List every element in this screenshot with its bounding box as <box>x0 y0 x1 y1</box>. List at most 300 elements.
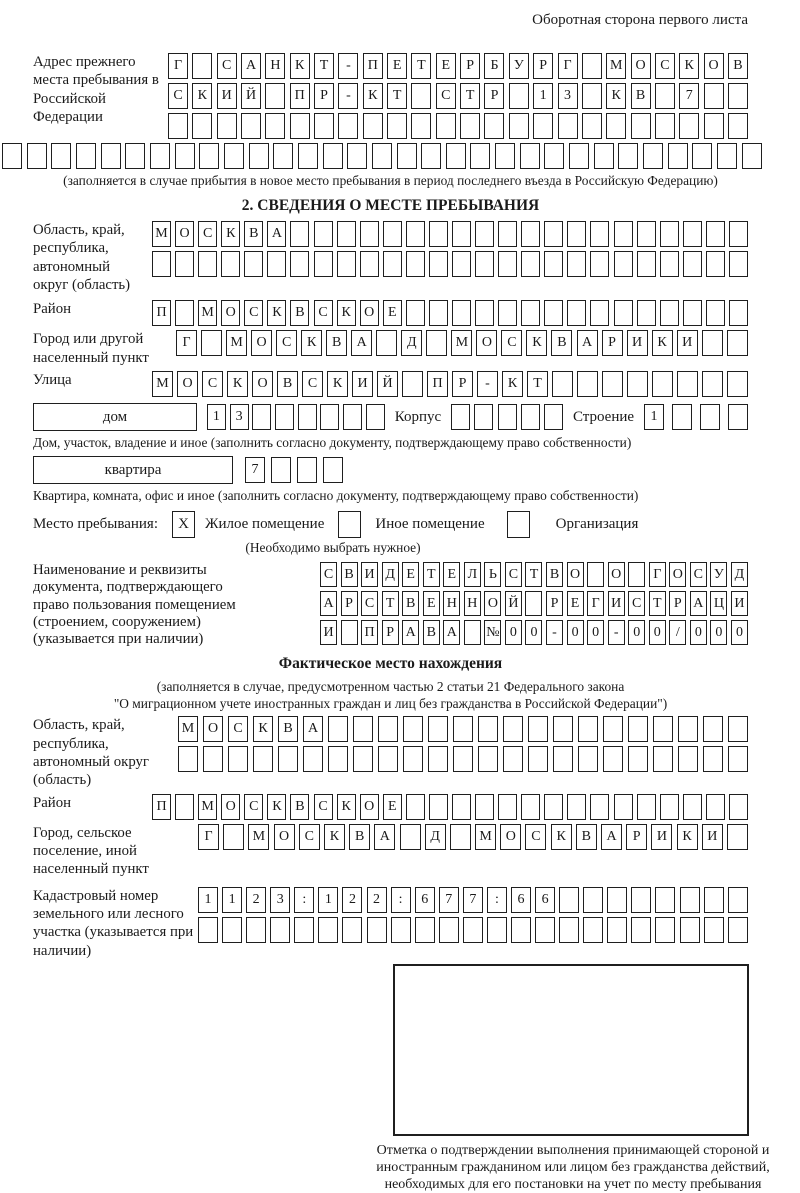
residential-checkbox[interactable]: X <box>172 511 195 538</box>
char-box[interactable] <box>198 251 217 277</box>
char-box[interactable] <box>337 251 356 277</box>
char-box[interactable] <box>415 917 435 943</box>
char-box[interactable] <box>498 251 517 277</box>
char-box[interactable] <box>706 300 725 326</box>
char-box[interactable]: С <box>361 591 378 616</box>
char-box[interactable]: Е <box>387 53 407 79</box>
char-box[interactable] <box>520 143 540 169</box>
char-box[interactable]: К <box>606 83 626 109</box>
char-box[interactable] <box>498 404 517 430</box>
char-box[interactable] <box>372 143 392 169</box>
char-box[interactable]: Р <box>460 53 480 79</box>
char-box[interactable] <box>298 404 317 430</box>
char-box[interactable]: С <box>244 300 263 326</box>
char-box[interactable] <box>353 746 373 772</box>
char-box[interactable]: К <box>267 300 286 326</box>
char-box[interactable] <box>544 251 563 277</box>
char-box[interactable] <box>628 716 648 742</box>
char-box[interactable] <box>614 300 633 326</box>
char-box[interactable]: С <box>314 794 333 820</box>
char-box[interactable] <box>252 404 271 430</box>
char-box[interactable] <box>544 143 564 169</box>
char-box[interactable]: М <box>451 330 472 356</box>
char-box[interactable]: 6 <box>415 887 435 913</box>
char-box[interactable] <box>717 143 737 169</box>
char-box[interactable] <box>347 143 367 169</box>
char-box[interactable]: № <box>484 620 501 645</box>
char-box[interactable] <box>378 746 398 772</box>
char-box[interactable]: Е <box>567 591 584 616</box>
char-box[interactable] <box>727 371 748 397</box>
char-box[interactable] <box>614 794 633 820</box>
char-box[interactable] <box>728 887 748 913</box>
char-box[interactable] <box>603 746 623 772</box>
char-box[interactable] <box>509 113 529 139</box>
char-box[interactable]: Р <box>546 591 563 616</box>
char-box[interactable] <box>406 221 425 247</box>
char-box[interactable]: С <box>320 562 337 587</box>
char-box[interactable] <box>303 746 323 772</box>
char-box[interactable]: А <box>351 330 372 356</box>
char-box[interactable]: С <box>628 591 645 616</box>
char-box[interactable]: - <box>338 83 358 109</box>
char-box[interactable] <box>729 794 748 820</box>
char-box[interactable] <box>706 221 725 247</box>
char-box[interactable]: П <box>361 620 378 645</box>
char-box[interactable] <box>192 113 212 139</box>
char-box[interactable]: И <box>352 371 373 397</box>
char-box[interactable] <box>678 746 698 772</box>
char-box[interactable] <box>521 794 540 820</box>
char-box[interactable]: 1 <box>207 404 226 430</box>
char-box[interactable]: - <box>338 53 358 79</box>
char-box[interactable]: О <box>360 300 379 326</box>
char-box[interactable] <box>583 917 603 943</box>
char-box[interactable] <box>614 221 633 247</box>
char-box[interactable]: 1 <box>318 887 338 913</box>
char-box[interactable] <box>323 457 343 483</box>
char-box[interactable] <box>680 887 700 913</box>
char-box[interactable]: С <box>198 221 217 247</box>
char-box[interactable]: Т <box>314 53 334 79</box>
char-box[interactable]: Г <box>587 591 604 616</box>
char-box[interactable] <box>290 113 310 139</box>
char-box[interactable] <box>387 113 407 139</box>
char-box[interactable] <box>383 251 402 277</box>
char-box[interactable] <box>452 794 471 820</box>
char-box[interactable] <box>203 746 223 772</box>
char-box[interactable]: О <box>669 562 686 587</box>
char-box[interactable] <box>606 113 626 139</box>
char-box[interactable] <box>553 716 573 742</box>
char-box[interactable]: К <box>551 824 572 850</box>
char-box[interactable]: 0 <box>710 620 727 645</box>
char-box[interactable] <box>217 113 237 139</box>
char-box[interactable] <box>383 221 402 247</box>
char-box[interactable]: О <box>251 330 272 356</box>
char-box[interactable] <box>439 917 459 943</box>
char-box[interactable]: К <box>327 371 348 397</box>
char-box[interactable] <box>704 887 724 913</box>
char-box[interactable]: О <box>476 330 497 356</box>
char-box[interactable] <box>660 251 679 277</box>
char-box[interactable]: 7 <box>439 887 459 913</box>
char-box[interactable] <box>559 887 579 913</box>
char-box[interactable]: 6 <box>511 887 531 913</box>
char-box[interactable]: О <box>177 371 198 397</box>
char-box[interactable] <box>535 917 555 943</box>
char-box[interactable] <box>343 404 362 430</box>
char-box[interactable]: Р <box>341 591 358 616</box>
char-box[interactable] <box>558 113 578 139</box>
char-box[interactable] <box>175 143 195 169</box>
char-box[interactable]: Д <box>382 562 399 587</box>
char-box[interactable] <box>337 221 356 247</box>
char-box[interactable] <box>298 143 318 169</box>
char-box[interactable] <box>221 251 240 277</box>
char-box[interactable] <box>406 251 425 277</box>
char-box[interactable]: Т <box>649 591 666 616</box>
char-box[interactable] <box>628 562 645 587</box>
char-box[interactable]: В <box>244 221 263 247</box>
char-box[interactable] <box>406 300 425 326</box>
char-box[interactable]: Й <box>505 591 522 616</box>
char-box[interactable] <box>727 330 748 356</box>
char-box[interactable] <box>521 221 540 247</box>
char-box[interactable]: К <box>677 824 698 850</box>
char-box[interactable]: О <box>704 53 724 79</box>
char-box[interactable] <box>378 716 398 742</box>
char-box[interactable] <box>660 300 679 326</box>
char-box[interactable] <box>544 404 563 430</box>
char-box[interactable] <box>175 251 194 277</box>
char-box[interactable] <box>241 113 261 139</box>
char-box[interactable] <box>201 330 222 356</box>
char-box[interactable] <box>729 300 748 326</box>
char-box[interactable] <box>627 371 648 397</box>
char-box[interactable]: А <box>601 824 622 850</box>
char-box[interactable]: 2 <box>367 887 387 913</box>
char-box[interactable] <box>528 746 548 772</box>
char-box[interactable] <box>660 794 679 820</box>
char-box[interactable] <box>168 113 188 139</box>
char-box[interactable] <box>678 716 698 742</box>
char-box[interactable] <box>178 746 198 772</box>
char-box[interactable] <box>702 330 723 356</box>
char-box[interactable] <box>470 143 490 169</box>
char-box[interactable] <box>498 300 517 326</box>
char-box[interactable]: Т <box>382 591 399 616</box>
char-box[interactable]: О <box>500 824 521 850</box>
char-box[interactable] <box>583 887 603 913</box>
char-box[interactable]: А <box>241 53 261 79</box>
char-box[interactable] <box>397 143 417 169</box>
char-box[interactable] <box>700 404 720 430</box>
char-box[interactable] <box>294 917 314 943</box>
char-box[interactable] <box>460 113 480 139</box>
char-box[interactable] <box>511 917 531 943</box>
char-box[interactable]: 3 <box>270 887 290 913</box>
char-box[interactable] <box>271 457 291 483</box>
char-box[interactable] <box>590 251 609 277</box>
char-box[interactable] <box>278 746 298 772</box>
char-box[interactable]: - <box>608 620 625 645</box>
char-box[interactable]: Е <box>436 53 456 79</box>
char-box[interactable]: В <box>341 562 358 587</box>
char-box[interactable]: Г <box>198 824 219 850</box>
char-box[interactable]: Р <box>533 53 553 79</box>
char-box[interactable] <box>125 143 145 169</box>
char-box[interactable] <box>406 794 425 820</box>
char-box[interactable] <box>463 917 483 943</box>
char-box[interactable]: И <box>731 591 748 616</box>
char-box[interactable] <box>428 716 448 742</box>
char-box[interactable] <box>628 746 648 772</box>
char-box[interactable] <box>51 143 71 169</box>
char-box[interactable] <box>582 113 602 139</box>
char-box[interactable] <box>290 251 309 277</box>
char-box[interactable] <box>314 251 333 277</box>
char-box[interactable]: Г <box>168 53 188 79</box>
char-box[interactable] <box>270 917 290 943</box>
char-box[interactable]: С <box>217 53 237 79</box>
char-box[interactable]: С <box>202 371 223 397</box>
char-box[interactable]: К <box>267 794 286 820</box>
char-box[interactable] <box>653 746 673 772</box>
char-box[interactable] <box>544 794 563 820</box>
char-box[interactable] <box>249 143 269 169</box>
char-box[interactable]: У <box>509 53 529 79</box>
char-box[interactable]: О <box>203 716 223 742</box>
char-box[interactable]: С <box>228 716 248 742</box>
char-box[interactable]: П <box>152 794 171 820</box>
char-box[interactable]: О <box>221 300 240 326</box>
char-box[interactable] <box>704 83 724 109</box>
char-box[interactable] <box>224 143 244 169</box>
char-box[interactable] <box>706 251 725 277</box>
char-box[interactable]: Ц <box>710 591 727 616</box>
char-box[interactable]: 0 <box>690 620 707 645</box>
char-box[interactable] <box>578 746 598 772</box>
char-box[interactable]: К <box>221 221 240 247</box>
char-box[interactable]: С <box>276 330 297 356</box>
char-box[interactable]: Г <box>649 562 666 587</box>
char-box[interactable] <box>360 221 379 247</box>
char-box[interactable] <box>728 83 748 109</box>
char-box[interactable] <box>453 716 473 742</box>
char-box[interactable]: И <box>361 562 378 587</box>
char-box[interactable]: О <box>252 371 273 397</box>
char-box[interactable]: 0 <box>731 620 748 645</box>
char-box[interactable]: Б <box>484 53 504 79</box>
char-box[interactable]: К <box>290 53 310 79</box>
char-box[interactable] <box>607 887 627 913</box>
char-box[interactable]: 7 <box>245 457 265 483</box>
char-box[interactable] <box>742 143 762 169</box>
char-box[interactable] <box>567 251 586 277</box>
char-box[interactable]: С <box>525 824 546 850</box>
char-box[interactable]: 6 <box>535 887 555 913</box>
char-box[interactable]: М <box>152 371 173 397</box>
char-box[interactable]: К <box>192 83 212 109</box>
char-box[interactable] <box>679 113 699 139</box>
char-box[interactable] <box>607 917 627 943</box>
char-box[interactable]: Е <box>443 562 460 587</box>
char-box[interactable] <box>631 917 651 943</box>
char-box[interactable]: Д <box>731 562 748 587</box>
char-box[interactable]: 3 <box>230 404 249 430</box>
char-box[interactable] <box>552 371 573 397</box>
char-box[interactable]: 7 <box>463 887 483 913</box>
char-box[interactable]: П <box>427 371 448 397</box>
char-box[interactable] <box>338 113 358 139</box>
char-box[interactable] <box>475 794 494 820</box>
char-box[interactable]: М <box>606 53 626 79</box>
char-box[interactable]: 0 <box>505 620 522 645</box>
char-box[interactable]: У <box>710 562 727 587</box>
char-box[interactable] <box>594 143 614 169</box>
char-box[interactable]: И <box>217 83 237 109</box>
char-box[interactable] <box>428 746 448 772</box>
char-box[interactable] <box>677 371 698 397</box>
char-box[interactable] <box>503 746 523 772</box>
char-box[interactable]: С <box>690 562 707 587</box>
char-box[interactable] <box>484 113 504 139</box>
char-box[interactable]: В <box>349 824 370 850</box>
char-box[interactable]: Й <box>377 371 398 397</box>
char-box[interactable] <box>400 824 421 850</box>
char-box[interactable] <box>704 113 724 139</box>
char-box[interactable]: 0 <box>649 620 666 645</box>
char-box[interactable] <box>577 371 598 397</box>
char-box[interactable] <box>590 794 609 820</box>
char-box[interactable]: 0 <box>525 620 542 645</box>
char-box[interactable]: Т <box>423 562 440 587</box>
char-box[interactable]: С <box>436 83 456 109</box>
char-box[interactable]: О <box>567 562 584 587</box>
char-box[interactable] <box>655 887 675 913</box>
char-box[interactable]: Г <box>558 53 578 79</box>
char-box[interactable]: И <box>608 591 625 616</box>
char-box[interactable]: В <box>290 300 309 326</box>
char-box[interactable]: В <box>402 591 419 616</box>
char-box[interactable] <box>101 143 121 169</box>
char-box[interactable] <box>528 716 548 742</box>
char-box[interactable] <box>152 251 171 277</box>
char-box[interactable]: 1 <box>222 887 242 913</box>
char-box[interactable] <box>452 251 471 277</box>
char-box[interactable] <box>464 620 481 645</box>
char-box[interactable]: А <box>303 716 323 742</box>
char-box[interactable] <box>655 113 675 139</box>
char-box[interactable]: Т <box>527 371 548 397</box>
char-box[interactable] <box>426 330 447 356</box>
char-box[interactable] <box>429 794 448 820</box>
char-box[interactable]: С <box>314 300 333 326</box>
char-box[interactable] <box>590 300 609 326</box>
char-box[interactable] <box>680 917 700 943</box>
char-box[interactable]: Н <box>443 591 460 616</box>
char-box[interactable]: Р <box>484 83 504 109</box>
char-box[interactable] <box>553 746 573 772</box>
char-box[interactable] <box>587 562 604 587</box>
char-box[interactable] <box>727 824 748 850</box>
char-box[interactable]: 7 <box>679 83 699 109</box>
char-box[interactable]: Д <box>401 330 422 356</box>
char-box[interactable] <box>429 251 448 277</box>
char-box[interactable] <box>474 404 493 430</box>
char-box[interactable] <box>729 251 748 277</box>
char-box[interactable] <box>436 113 456 139</box>
char-box[interactable]: А <box>374 824 395 850</box>
char-box[interactable] <box>521 300 540 326</box>
char-box[interactable] <box>637 794 656 820</box>
char-box[interactable]: 1 <box>198 887 218 913</box>
char-box[interactable] <box>403 746 423 772</box>
char-box[interactable]: Т <box>525 562 542 587</box>
char-box[interactable] <box>328 746 348 772</box>
char-box[interactable] <box>643 143 663 169</box>
char-box[interactable] <box>683 221 702 247</box>
char-box[interactable]: В <box>326 330 347 356</box>
char-box[interactable] <box>475 221 494 247</box>
char-box[interactable] <box>655 83 675 109</box>
char-box[interactable] <box>411 83 431 109</box>
char-box[interactable] <box>631 113 651 139</box>
char-box[interactable]: В <box>277 371 298 397</box>
char-box[interactable] <box>653 716 673 742</box>
char-box[interactable] <box>582 83 602 109</box>
char-box[interactable] <box>275 404 294 430</box>
char-box[interactable] <box>692 143 712 169</box>
char-box[interactable] <box>244 251 263 277</box>
char-box[interactable] <box>729 221 748 247</box>
char-box[interactable]: В <box>278 716 298 742</box>
char-box[interactable]: Е <box>423 591 440 616</box>
char-box[interactable]: М <box>198 794 217 820</box>
char-box[interactable]: И <box>702 824 723 850</box>
char-box[interactable] <box>533 113 553 139</box>
char-box[interactable] <box>318 917 338 943</box>
char-box[interactable] <box>703 716 723 742</box>
char-box[interactable] <box>521 404 540 430</box>
char-box[interactable] <box>521 251 540 277</box>
char-box[interactable]: Р <box>626 824 647 850</box>
char-box[interactable] <box>429 300 448 326</box>
char-box[interactable]: К <box>502 371 523 397</box>
char-box[interactable]: И <box>651 824 672 850</box>
char-box[interactable]: П <box>363 53 383 79</box>
char-box[interactable] <box>728 113 748 139</box>
char-box[interactable] <box>525 591 542 616</box>
char-box[interactable] <box>320 404 339 430</box>
char-box[interactable]: Е <box>383 794 402 820</box>
char-box[interactable]: : <box>294 887 314 913</box>
char-box[interactable]: К <box>363 83 383 109</box>
char-box[interactable]: К <box>526 330 547 356</box>
char-box[interactable] <box>27 143 47 169</box>
char-box[interactable]: К <box>337 794 356 820</box>
char-box[interactable] <box>567 221 586 247</box>
char-box[interactable] <box>314 221 333 247</box>
char-box[interactable]: / <box>669 620 686 645</box>
char-box[interactable]: А <box>443 620 460 645</box>
char-box[interactable]: М <box>226 330 247 356</box>
char-box[interactable] <box>199 143 219 169</box>
char-box[interactable]: Т <box>460 83 480 109</box>
char-box[interactable]: Е <box>402 562 419 587</box>
char-box[interactable] <box>478 746 498 772</box>
